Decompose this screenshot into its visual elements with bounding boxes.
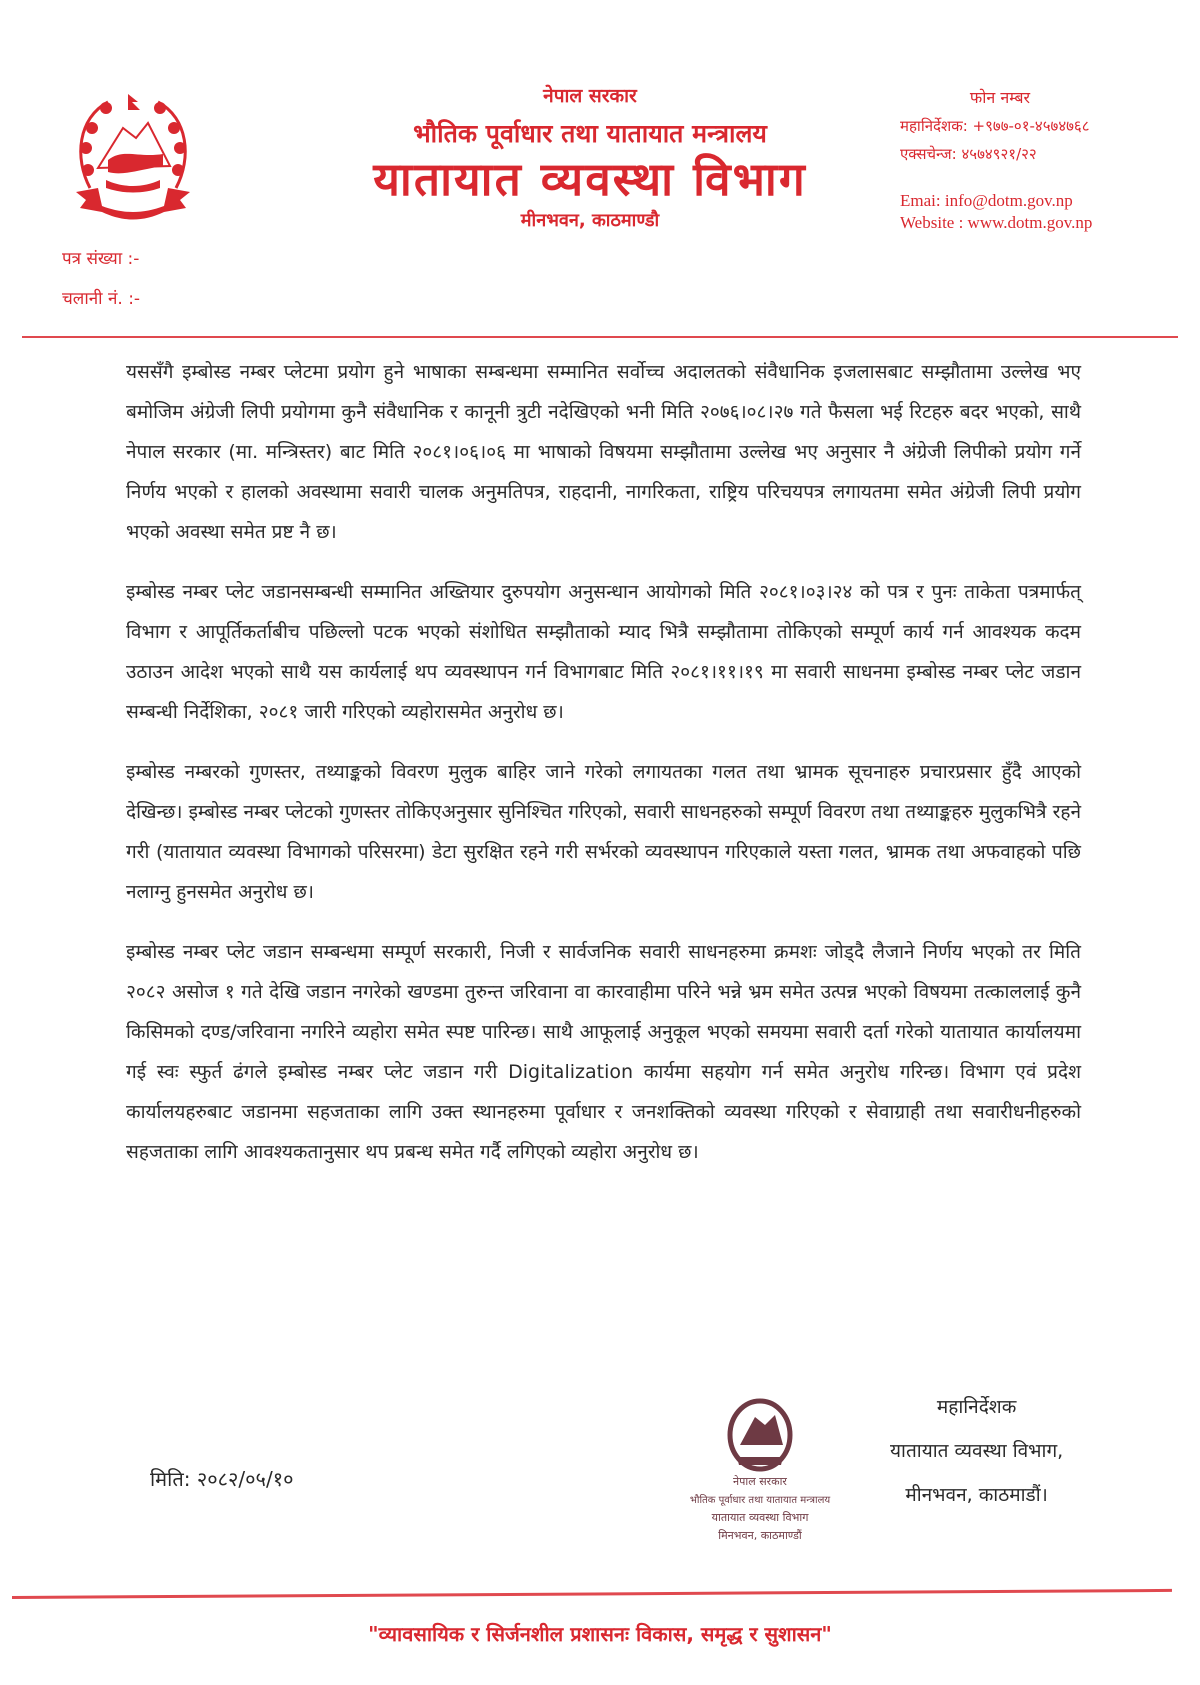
exchange-phone: एक्सचेन्ज: ४५७४९२१/२२ [900, 145, 1037, 163]
letter-date: मिति: २०८२/०५/१० [150, 1467, 294, 1491]
paragraph-1: यससँगै इम्बोस्ड नम्बर प्लेटमा प्रयोग हुने भाषाका सम्बन्धमा सम्मानित सर्वोच्च अदालतको संवैधानिक इजलासबाट सम्झौतामा उल्लेख भए बमोजिम अंग्रेजी लिपी प्रयोगमा कुनै संवैधानिक र कानूनी त्रुटी नदेखिएको भनी मिति २०७६।०८।२७ गते फैसला भई रिटहरु बदर भएको, साथै नेपाल सरकार (मा. मन्त्रिस्तर) बाट मिति २०८१।०६।०६ मा भाषाको विषयमा सम्झौतामा उल्लेख भए अनुसार नै अंग्रेजी लिपीको प्रयोग गर्ने निर्णय भएको र हालको अवस्थामा सवारी चालक अनुमतिपत्र, राहदानी, नागरिकता, राष्ट्रिय परिचयपत्र लगायतमा समेत अंग्रेजी लिपी प्रयोग भएको अवस्था समेत प्रष्ट नै छ। [126, 361, 1081, 543]
signatory-title: महानिर्देशक [936, 1396, 1017, 1418]
svg-text:भौतिक पूर्वाधार तथा यातायात मन: भौतिक पूर्वाधार तथा यातायात मन्त्रालय [689, 1495, 831, 1506]
ministry-name: भौतिक पूर्वाधार तथा यातायात मन्त्रालय [413, 119, 767, 148]
paragraph-2: इम्बोस्ड नम्बर प्लेट जडानसम्बन्धी सम्मानित अख्तियार दुरुपयोग अनुसन्धान आयोगको मिति २०८१।०३।२४ को पत्र र पुनः ताकेता पत्रमार्फत् विभाग र आपूर्तिकर्ताबीच पछिल्लो पटक भएको संशोधित सम्झौताको म्याद भित्रै सम्झौतामा तोकिएको सम्पूर्ण कार्य गर्न आवश्यक कदम उठाउन आदेश भएको साथै यस कार्यलाई थप व्यवस्थापन गर्न विभागबाट मिति २०८१।११।१९ मा सवारी साधनमा इम्बोस्ड नम्बर प्लेट जडान सम्बन्धी निर्देशिका, २०८१ जारी गरिएको व्यहोरासमेत अनुरोध छ। [126, 581, 1081, 723]
email-link[interactable]: Emai: info@dotm.gov.np [900, 191, 1073, 210]
letter-number-label: पत्र संख्या :- [62, 249, 140, 269]
header-divider [22, 336, 1178, 338]
department-name: यातायात व्यवस्था विभाग [373, 152, 807, 206]
paragraph-4: इम्बोस्ड नम्बर प्लेट जडान सम्बन्धमा सम्पूर्ण सरकारी, निजी र सार्वजनिक सवारी साधनहरुमा क्रमशः जोड्दै लैजाने निर्णय भएको तर मिति २०८२ असोज १ गते देखि जडान नगरेको खण्डमा तुरुन्त जरिवाना वा कारवाहीमा परिने भन्ने भ्रम समेत उत्पन्न भएको विषयमा तत्काललाई कुनै किसिमको दण्ड/जरिवाना नगरिने व्यहोरा समेत स्पष्ट पारिन्छ। साथै आफूलाई अनुकूल भएको समयमा सवारी दर्ता गरेको यातायात कार्यालयमा गई स्वः स्फुर्त ढंगले इम्बोस्ड नम्बर प्लेट जडान गरी Digitalization कार्यमा सहयोग गर्न समेत अनुरोध गरिन्छ। विभाग एवं प्रदेश कार्यालयहरुबाट जडानमा सहजताका लागि उक्त स्थानहरुमा पूर्वाधार र जनशक्तिको व्यवस्था गरिएको र सेवाग्राही तथा सवारीधनीहरुको सहजताका लागि आवश्यकतानुसार थप प्रबन्ध समेत गर्दै लगिएको व्यहोरा अनुरोध छ। [126, 941, 1081, 1163]
website-link[interactable]: Website : www.dotm.gov.np [900, 213, 1093, 232]
svg-text:यातायात व्यवस्था विभाग: यातायात व्यवस्था विभाग [711, 1511, 809, 1524]
footer-divider [12, 1589, 1172, 1599]
office-location: मीनभवन, काठमाण्डौ [520, 210, 660, 231]
nepal-emblem-icon [68, 88, 198, 228]
paragraph-3: इम्बोस्ड नम्बरको गुणस्तर, तथ्याङ्कको विवरण मुलुक बाहिर जाने गरेको लगायतका गलत तथा भ्रामक सूचनाहरु प्रचारप्रसार हुँदै आएको देखिन्छ। इम्बोस्ड नम्बर प्लेटको गुणस्तर तोकिएअनुसार सुनिश्चित गरिएको, सवारी साधनहरुको सम्पूर्ण विवरण तथा तथ्याङ्कहरु मुलुकभित्रै रहने गरी (यातायात व्यवस्था विभागको परिसरमा) डेटा सुरक्षित रहने गरी सर्भरको व्यवस्थापन गरिएकाले यस्ता गलत, भ्रामक तथा अफवाहको पछि नलाग्नु हुनसमेत अनुरोध छ। [126, 761, 1081, 903]
svg-text:नेपाल सरकार: नेपाल सरकार [733, 1475, 787, 1488]
signatory-department: यातायात व्यवस्था विभाग, [890, 1440, 1064, 1462]
director-general-phone: महानिर्देशक: +९७७-०१-४५७४७६८ [900, 117, 1090, 135]
svg-text:मिनभवन, काठमाण्डौं: मिनभवन, काठमाण्डौं [718, 1529, 802, 1542]
letter-body [126, 352, 1081, 1192]
phone-title: फोन नम्बर [969, 88, 1031, 107]
dispatch-number-label: चलानी नं. :- [62, 289, 141, 309]
contact-block [900, 86, 1190, 234]
footer-slogan: "व्यावसायिक र सिर्जनशील प्रशासनः विकास, समृद्ध र सुशासन" [368, 1622, 832, 1646]
official-seal-icon [655, 1395, 865, 1555]
signatory-location: मीनभवन, काठमाडौं। [905, 1484, 1048, 1506]
letterhead [310, 80, 870, 232]
government-name: नेपाल सरकार [543, 85, 637, 107]
signature-block [890, 1385, 1063, 1517]
